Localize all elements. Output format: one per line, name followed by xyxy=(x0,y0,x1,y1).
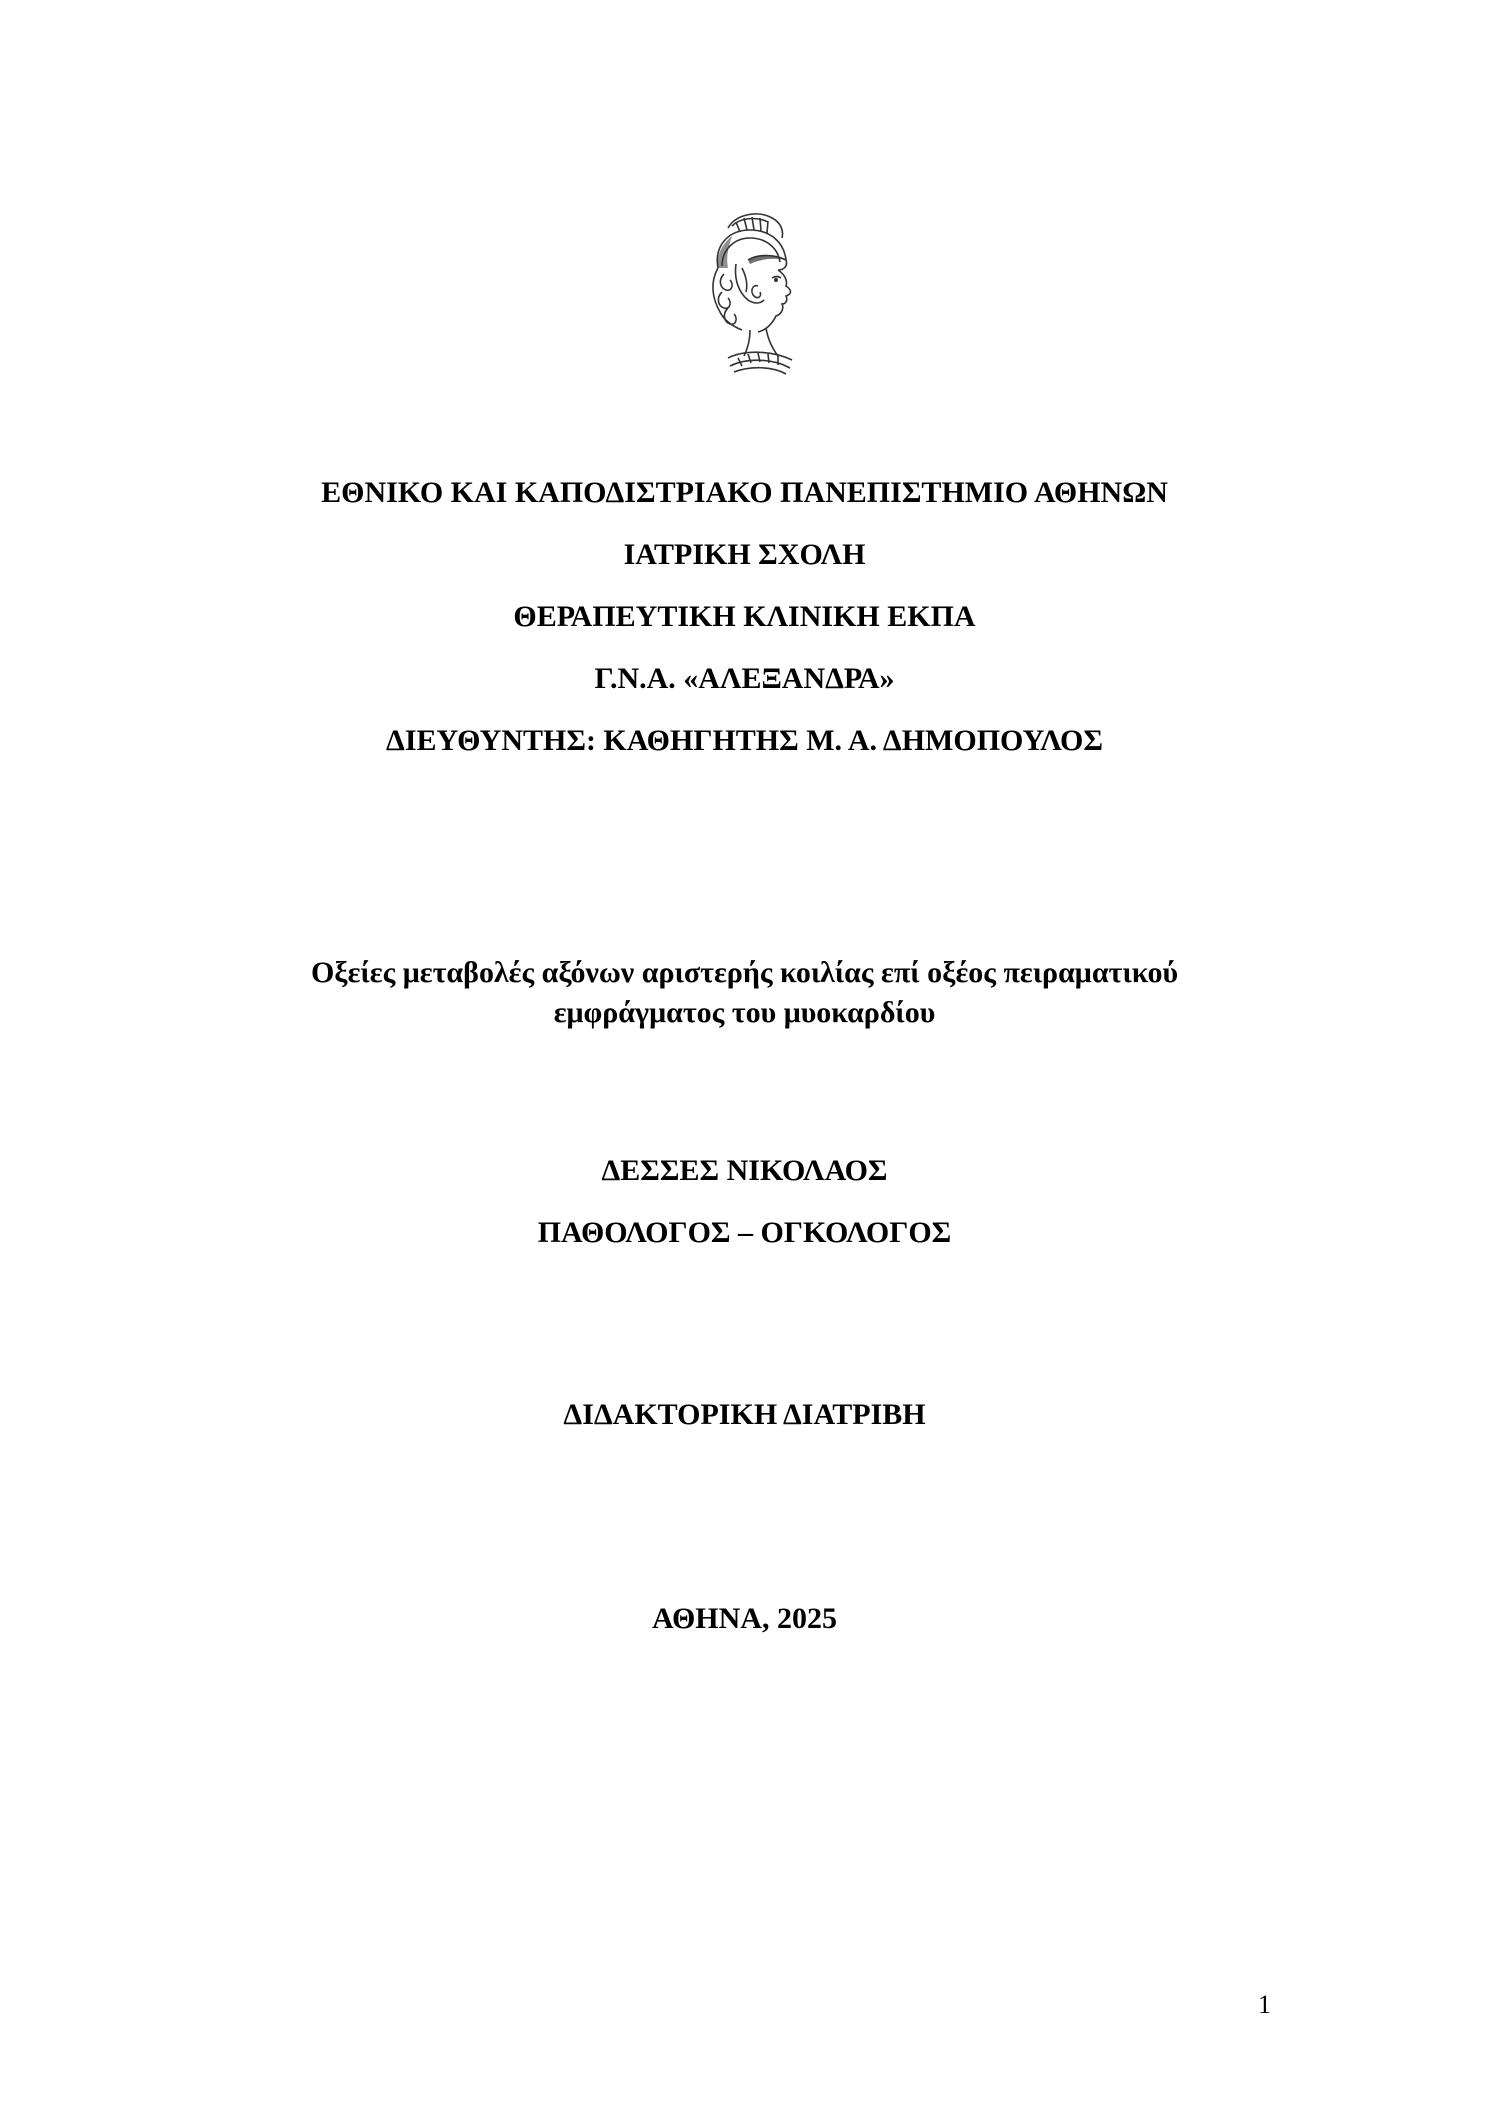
hospital-name: Γ.Ν.Α. «ΑΛΕΞΑΝΔΡΑ» xyxy=(594,662,895,695)
clinic-name: ΘΕΡΑΠΕΥΤΙΚΗ ΚΛΙΝΙΚΗ ΕΚΠΑ xyxy=(513,600,976,633)
school-name: ΙΑΤΡΙΚΗ ΣΧΟΛΗ xyxy=(623,538,866,571)
athena-head-emblem-icon xyxy=(688,208,806,378)
thesis-title-line-2: εμφράγματος του μυοκαρδίου xyxy=(553,996,936,1029)
thesis-title-line-1: Οξείες μεταβολές αξόνων αριστερής κοιλίας επί οξέος πειραματικού xyxy=(310,956,1179,989)
page-number: 1 xyxy=(1258,1990,1271,2019)
place-year: ΑΘΗΝΑ, 2025 xyxy=(652,1602,837,1635)
author-name: ΔΕΣΣΕΣ ΝΙΚΟΛΑΟΣ xyxy=(601,1154,888,1187)
author-specialty: ΠΑΘΟΛΟΓΟΣ – ΟΓΚΟΛΟΓΟΣ xyxy=(537,1216,952,1249)
director-line: ΔΙΕΥΘΥΝΤΗΣ: ΚΑΘΗΓΗΤΗΣ Μ. Α. ΔΗΜΟΠΟΥΛΟΣ xyxy=(386,724,1103,757)
university-name: ΕΘΝΙΚΟ ΚΑΙ ΚΑΠΟΔΙΣΤΡΙΑΚΟ ΠΑΝΕΠΙΣΤΗΜΙΟ ΑΘΗΝΩΝ xyxy=(321,476,1168,509)
document-type: ΔΙΔΑΚΤΟΡΙΚΗ ΔΙΑΤΡΙΒΗ xyxy=(563,1398,926,1431)
